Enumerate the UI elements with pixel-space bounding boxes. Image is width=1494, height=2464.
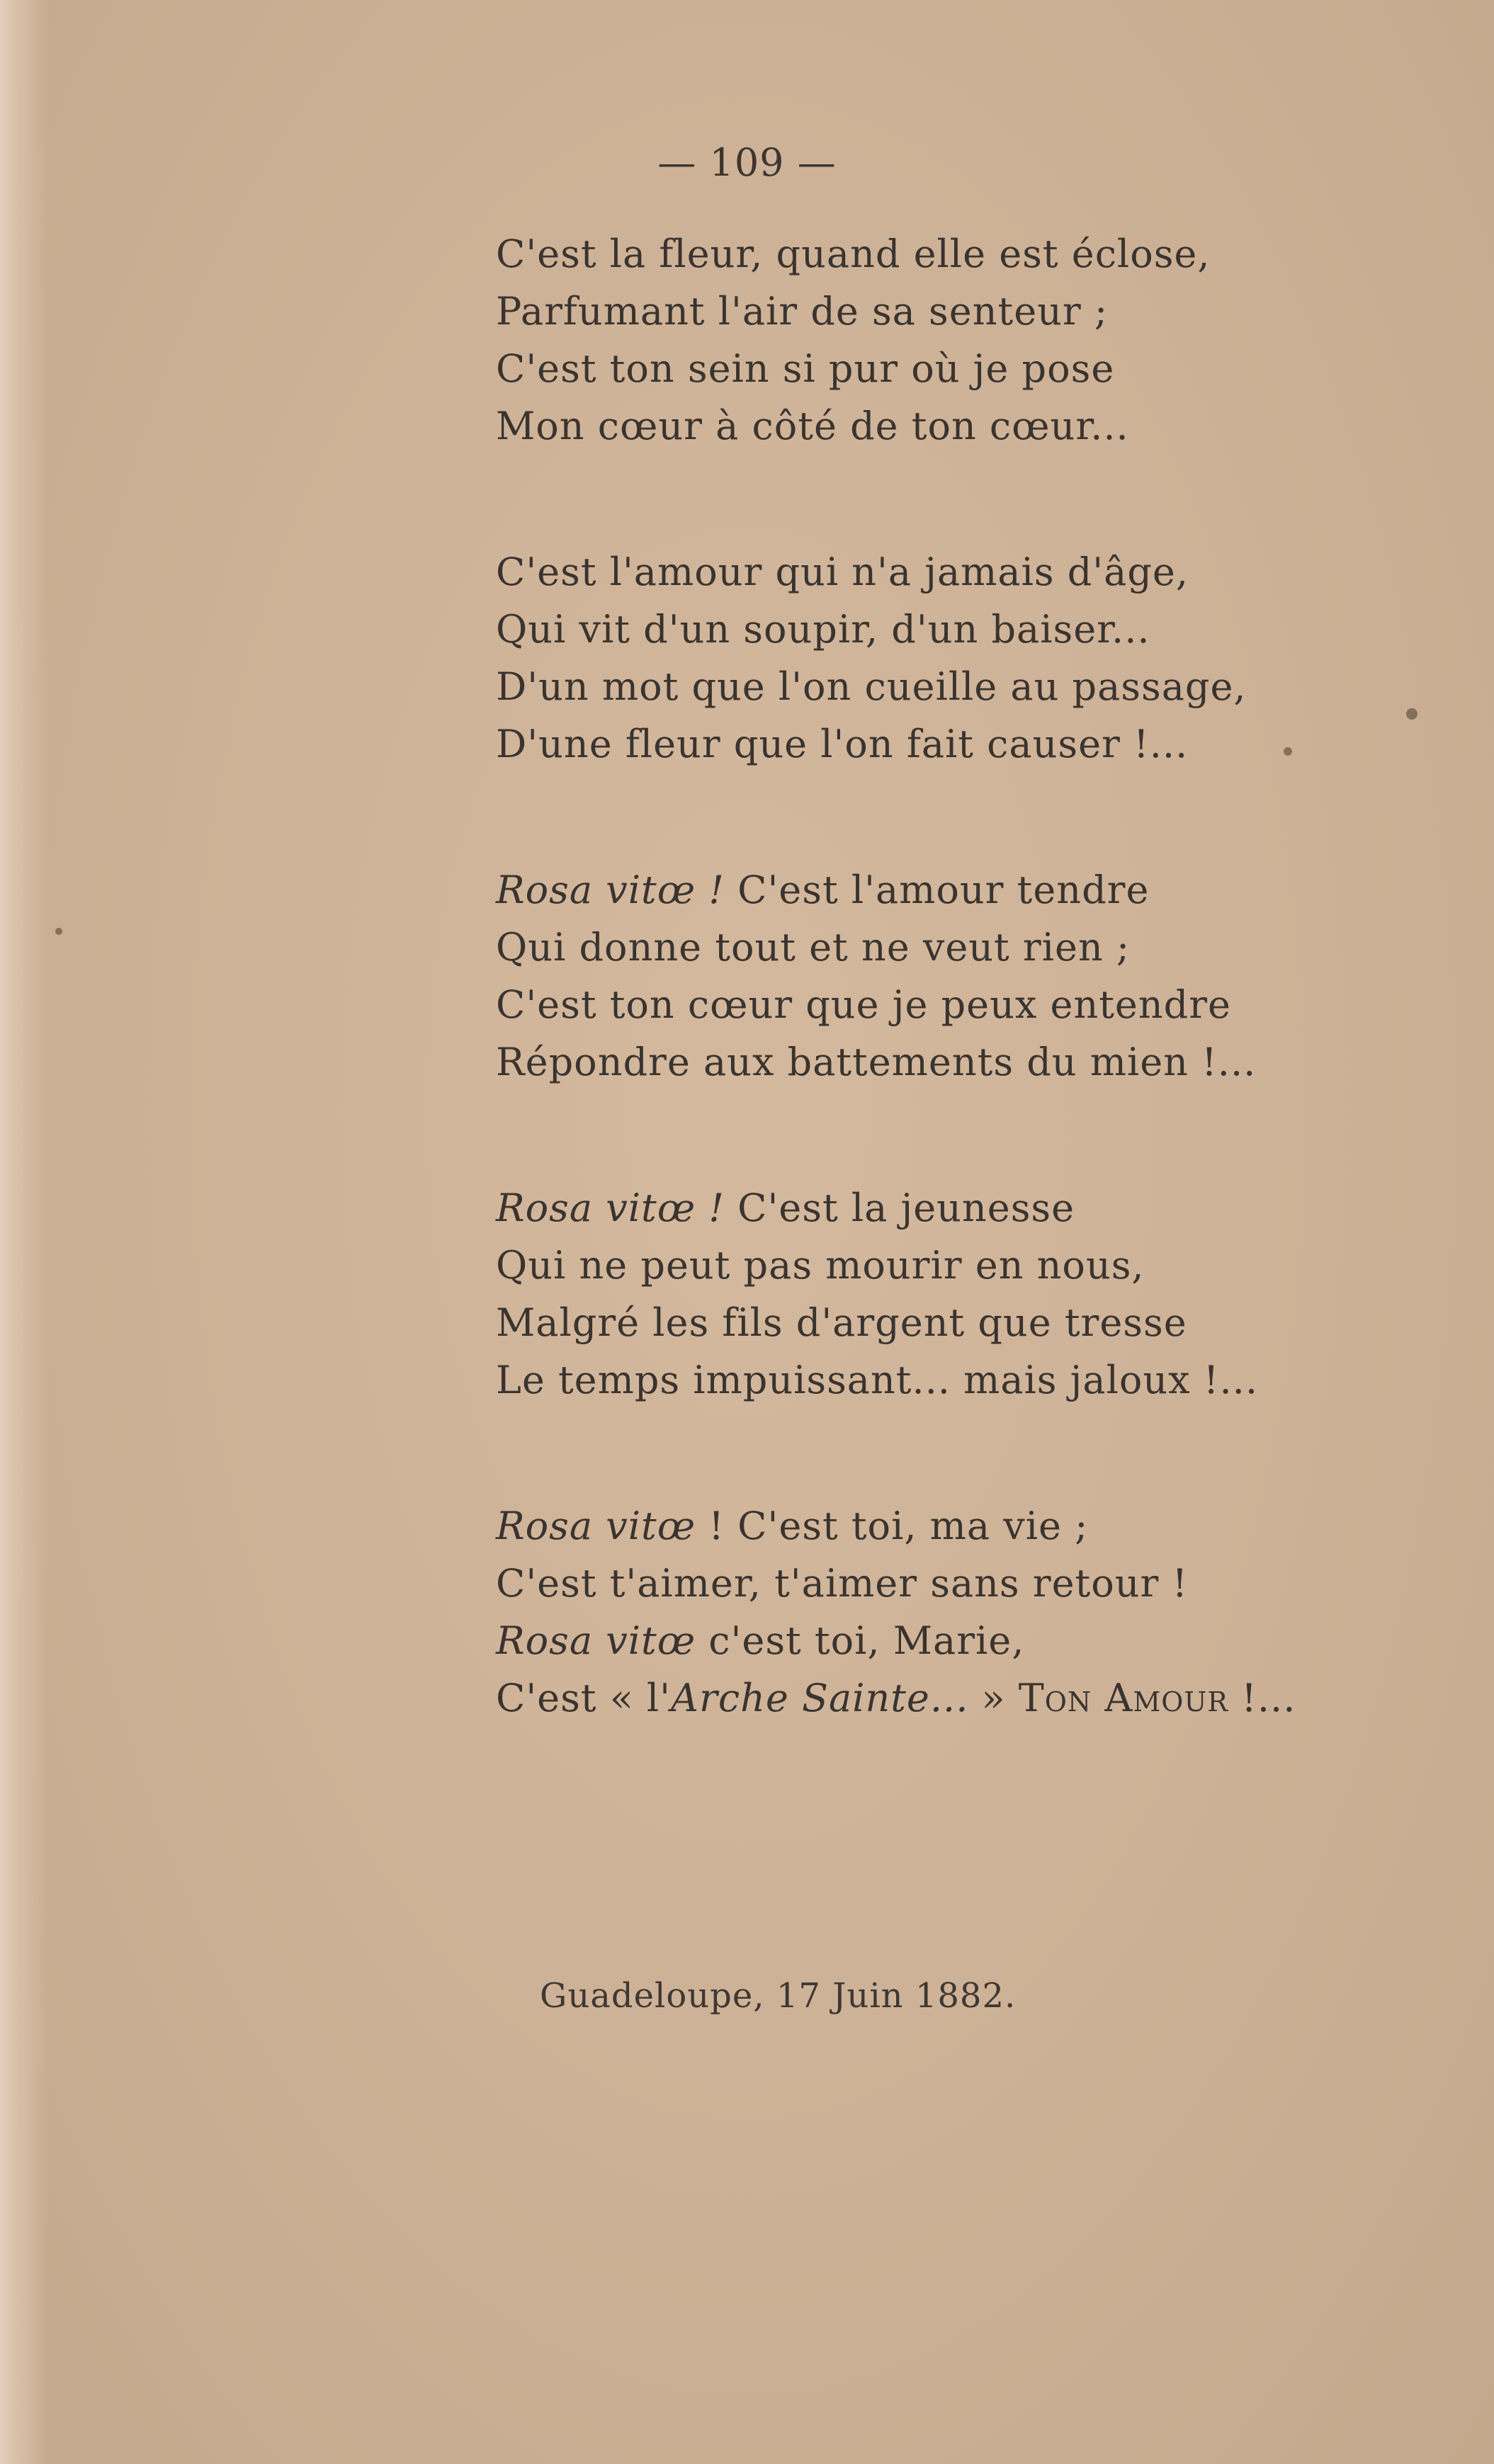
stanza — [496, 225, 1381, 455]
verse-line: D'un mot que l'on cueille au passage, — [496, 664, 1247, 709]
stanza — [496, 1179, 1381, 1409]
verse-line: C'est ton cœur que je peux entendre — [496, 982, 1232, 1027]
verse-line: D'une fleur que l'on fait causer !... — [496, 722, 1189, 766]
verse-italic: Rosa vitœ — [496, 1504, 696, 1548]
page-edge — [0, 0, 50, 2464]
verse-line — [496, 861, 1381, 919]
verse-italic: Arche Sainte... — [671, 1676, 969, 1720]
verse-italic: Rosa vitœ ! — [496, 1186, 725, 1230]
stanza — [496, 861, 1381, 1091]
verse-line: C'est l'amour qui n'a jamais d'âge, — [496, 550, 1189, 594]
verse-italic: Rosa vitœ — [496, 1618, 696, 1663]
verse-italic: Rosa vitœ ! — [496, 868, 725, 912]
ink-spot — [1406, 708, 1417, 720]
stanza — [496, 543, 1381, 773]
place-date: Guadeloupe, 17 Juin 1882. — [540, 1976, 1017, 2016]
verse-line: Mon cœur à côté de ton cœur... — [496, 404, 1129, 448]
verse-line: Parfumant l'air de sa senteur ; — [496, 289, 1109, 334]
ink-spot — [1284, 747, 1292, 756]
verse-text: C'est l'amour tendre — [724, 868, 1150, 912]
verse-text: ! C'est toi, ma vie ; — [696, 1504, 1089, 1548]
verse-text: C'est « l' — [496, 1676, 672, 1720]
stanza — [496, 1497, 1381, 1727]
verse-line — [496, 1179, 1381, 1237]
verse-line: C'est la fleur, quand elle est éclose, — [496, 232, 1211, 276]
verse-line: C'est ton sein si pur où je pose — [496, 346, 1115, 391]
verse-line: Qui ne peut pas mourir en nous, — [496, 1243, 1145, 1288]
verse-line — [496, 1669, 1381, 1727]
verse-line: Répondre aux battements du mien !... — [496, 1040, 1257, 1084]
verse-line: C'est t'aimer, t'aimer sans retour ! — [496, 1561, 1189, 1606]
verse-text: » — [968, 1676, 1019, 1720]
verse-smallcaps: Ton Amour — [1018, 1676, 1229, 1720]
verse-text: !... — [1228, 1676, 1296, 1720]
poem — [496, 225, 1381, 1815]
verse-line: Le temps impuissant... mais jaloux !... — [496, 1358, 1258, 1402]
verse-line — [496, 1497, 1381, 1555]
verse-line: Malgré les fils d'argent que tresse — [496, 1300, 1187, 1345]
verse-line: Qui vit d'un soupir, d'un baiser... — [496, 607, 1150, 652]
verse-line — [496, 1612, 1381, 1669]
verse-text: C'est la jeunesse — [724, 1186, 1075, 1230]
verse-line: Qui donne tout et ne veut rien ; — [496, 925, 1131, 970]
page-number: — 109 — — [657, 140, 837, 185]
ink-spot — [55, 928, 62, 935]
verse-text: c'est toi, Marie, — [696, 1618, 1025, 1663]
